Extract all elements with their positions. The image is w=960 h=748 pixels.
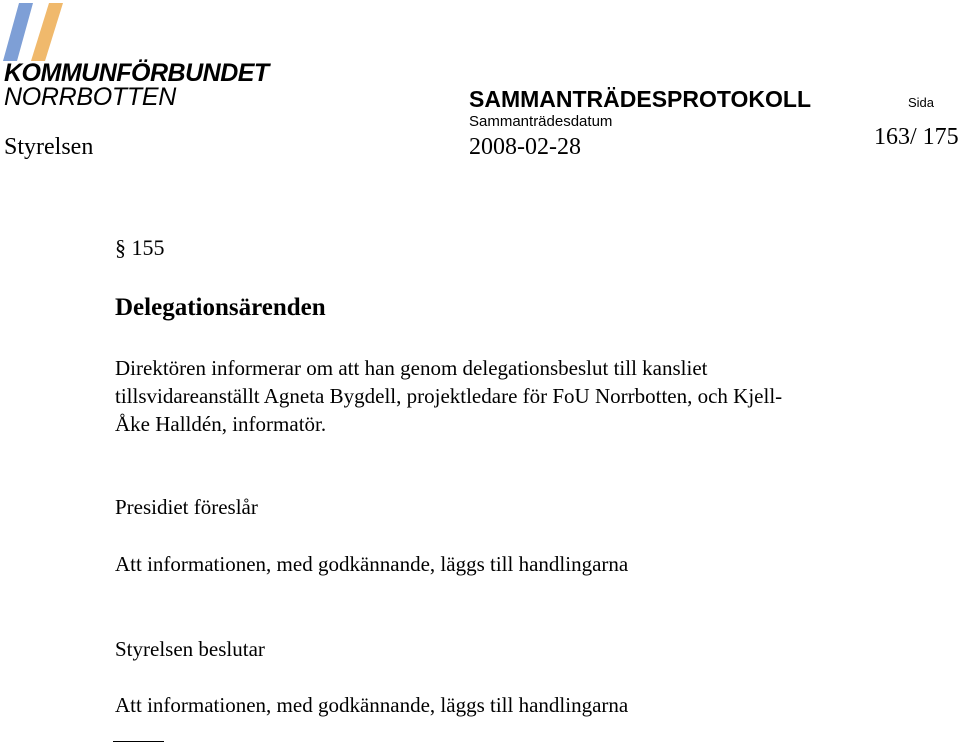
- logo-text-kommunforbundet: KOMMUNFÖRBUNDET: [4, 59, 269, 87]
- committee-name: Styrelsen: [4, 134, 94, 160]
- logo-mark: [0, 0, 80, 62]
- body-line: Åke Halldén, informatör.: [115, 412, 327, 436]
- meeting-date-label: Sammanträdesdatum: [469, 113, 613, 130]
- logo-text-norrbotten: NORRBOTTEN: [4, 83, 177, 111]
- meeting-date-value: 2008-02-28: [469, 134, 581, 160]
- page-label: Sida: [908, 95, 935, 110]
- logo-stripe-orange: [31, 3, 63, 61]
- logo-stripe-blue: [3, 3, 33, 61]
- board-decision: Att informationen, med godkännande, läggs till handlingarna: [115, 693, 629, 717]
- section-number: § 155: [115, 235, 165, 260]
- body-line: Direktören informerar om att han genom delegationsbeslut till kansliet: [115, 356, 708, 380]
- section-title: Delegationsärenden: [115, 294, 326, 321]
- presidium-heading: Presidiet föreslår: [115, 495, 258, 519]
- end-rule: [113, 741, 164, 742]
- page-number: 163/ 175: [874, 124, 959, 150]
- document-type-title: SAMMANTRÄDESPROTOKOLL: [469, 86, 812, 112]
- presidium-proposal: Att informationen, med godkännande, läggs till handlingarna: [115, 552, 629, 576]
- body-line: tillsvidareanställt Agneta Bygdell, projektledare för FoU Norrbotten, och Kjell-: [115, 384, 783, 408]
- board-decision-heading: Styrelsen beslutar: [115, 637, 265, 661]
